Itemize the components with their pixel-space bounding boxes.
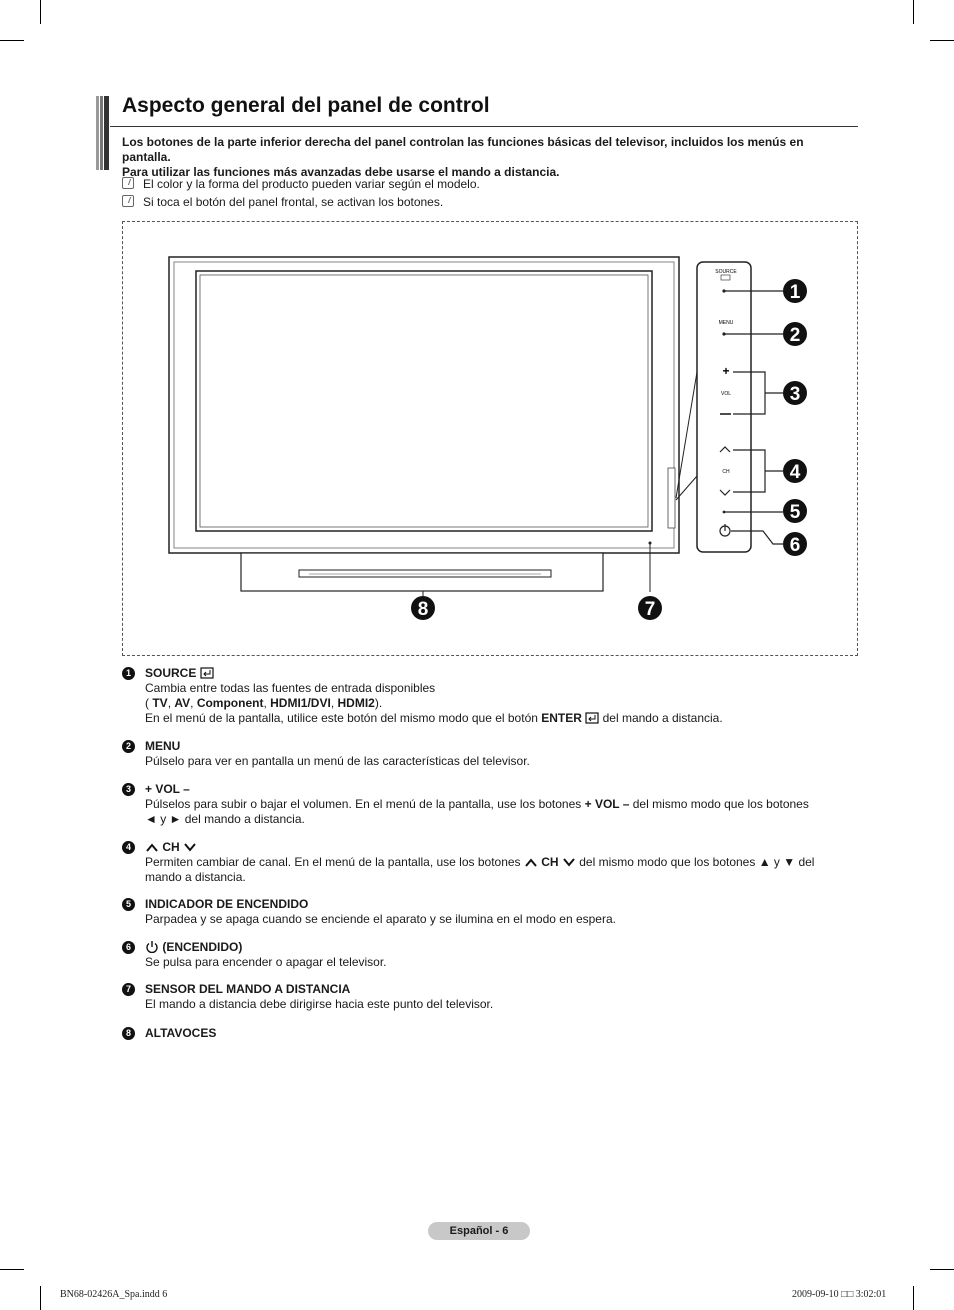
chevron-up-icon: [145, 842, 159, 853]
side-button-strip: [668, 468, 675, 528]
svg-text:4: 4: [789, 462, 801, 483]
callout-2: [783, 322, 807, 346]
list-item-source: [122, 666, 842, 726]
crop-mark: [40, 0, 41, 24]
item-title: ALTAVOCES: [145, 1026, 217, 1040]
item-number: 1: [122, 667, 135, 680]
list-item-channel: [122, 840, 842, 885]
control-panel-diagram: [122, 221, 858, 656]
list-item-power: [122, 940, 842, 970]
svg-text:3: 3: [789, 384, 801, 405]
svg-text:5: 5: [789, 502, 801, 523]
item-title: (ENCENDIDO): [162, 940, 243, 954]
svg-text:7: 7: [644, 599, 656, 620]
item-desc: ◄ y ► del mando a distancia.: [145, 812, 305, 826]
panel-menu-label: MENU: [718, 320, 734, 326]
item-title: + VOL –: [145, 782, 190, 796]
print-timestamp: 2009-09-10 □□ 3:02:01: [792, 1289, 887, 1300]
title-underline: [110, 126, 858, 127]
item-desc: Se pulsa para encender o apagar el televisor.: [145, 955, 387, 969]
note-text: Si toca el botón del panel frontal, se activan los botones.: [143, 195, 444, 209]
list-item-menu: [122, 739, 842, 769]
note-icon: [122, 177, 134, 189]
page-number-badge: Español - 6: [428, 1222, 530, 1240]
panel-ch-label: CH: [722, 469, 730, 475]
crop-mark: [930, 40, 954, 41]
crop-mark: [0, 40, 24, 41]
note-item: [122, 195, 443, 210]
item-number: 8: [122, 1027, 135, 1040]
svg-text:1: 1: [789, 282, 801, 303]
item-title: SENSOR DEL MANDO A DISTANCIA: [145, 982, 351, 996]
svg-text:+: +: [722, 364, 730, 378]
note-item: [122, 177, 480, 192]
item-number: 6: [122, 941, 135, 954]
item-number: 2: [122, 740, 135, 753]
list-item-speakers: [122, 1026, 842, 1041]
chevron-up-icon: [524, 857, 538, 868]
item-number: 7: [122, 983, 135, 996]
side-control-panel: [697, 262, 751, 552]
item-number: 5: [122, 898, 135, 911]
crop-mark: [913, 0, 914, 24]
callout-7: [638, 596, 662, 620]
item-desc: Parpadea y se apaga cuando se enciende el aparato y se ilumina en el modo en espera.: [145, 912, 616, 926]
item-number: 4: [122, 841, 135, 854]
page-title: Aspecto general del panel de control: [122, 94, 490, 117]
item-desc: El mando a distancia debe dirigirse hacia este punto del televisor.: [145, 997, 494, 1011]
enter-icon: [585, 712, 599, 724]
item-title: INDICADOR DE ENCENDIDO: [145, 897, 309, 911]
list-item-remote-sensor: [122, 982, 842, 1012]
crop-mark: [40, 1286, 41, 1310]
svg-text:2: 2: [789, 325, 801, 346]
item-title: CH: [162, 840, 180, 854]
chevron-down-icon: [183, 842, 197, 853]
item-desc: En el menú de la pantalla, utilice este botón del mismo modo que el botón ENTER del mando a distancia.: [145, 711, 723, 725]
item-title: MENU: [145, 739, 181, 753]
crop-mark: [930, 1269, 954, 1270]
item-desc: Púlselo para ver en pantalla un menú de las características del televisor.: [145, 754, 530, 768]
crop-mark: [0, 1269, 24, 1270]
panel-source-label: SOURCE: [715, 269, 737, 275]
crop-mark: [913, 1286, 914, 1310]
intro-line: Los botones de la parte inferior derecha del panel controlan las funciones básicas del televisor, incluidos los menús en pantalla.: [122, 135, 804, 164]
item-desc: Cambia entre todas las fuentes de entrada disponibles: [145, 681, 436, 695]
chevron-down-icon: [562, 857, 576, 868]
callout-3: [783, 381, 807, 405]
tv-illustration: [123, 222, 857, 655]
callout-5: [783, 499, 807, 523]
list-item-volume: [122, 782, 842, 827]
item-title: SOURCE: [145, 666, 197, 680]
callout-4: [783, 459, 807, 483]
section-marker-bar: [96, 96, 110, 170]
list-item-power-indicator: [122, 897, 842, 927]
item-number: 3: [122, 783, 135, 796]
note-text: El color y la forma del producto pueden variar según el modelo.: [143, 177, 480, 191]
power-icon: [145, 940, 159, 953]
svg-text:6: 6: [789, 535, 801, 556]
item-desc: Permiten cambiar de canal. En el menú de la pantalla, use los botones CH del mismo modo que los botones ▲ y ▼ del: [145, 855, 815, 869]
intro-paragraph: [122, 135, 852, 180]
note-icon: [122, 195, 134, 207]
callout-1: [783, 279, 807, 303]
enter-icon: [200, 667, 214, 679]
callout-6: [783, 532, 807, 556]
item-desc: ( TV, AV, Component, HDMI1/DVI, HDMI2).: [145, 696, 383, 710]
svg-text:8: 8: [417, 599, 429, 620]
item-desc: mando a distancia.: [145, 870, 246, 884]
item-desc: Púlselos para subir o bajar el volumen. En el menú de la pantalla, use los botones + VOL – del mismo modo que los botones: [145, 797, 809, 811]
intro-line: Para utilizar las funciones más avanzadas debe usarse el mando a distancia.: [122, 165, 560, 179]
file-slug: BN68-02426A_Spa.indd 6: [60, 1289, 168, 1300]
callout-8: [411, 596, 435, 620]
panel-vol-label: VOL: [720, 391, 732, 397]
tv-screen: [196, 271, 652, 531]
